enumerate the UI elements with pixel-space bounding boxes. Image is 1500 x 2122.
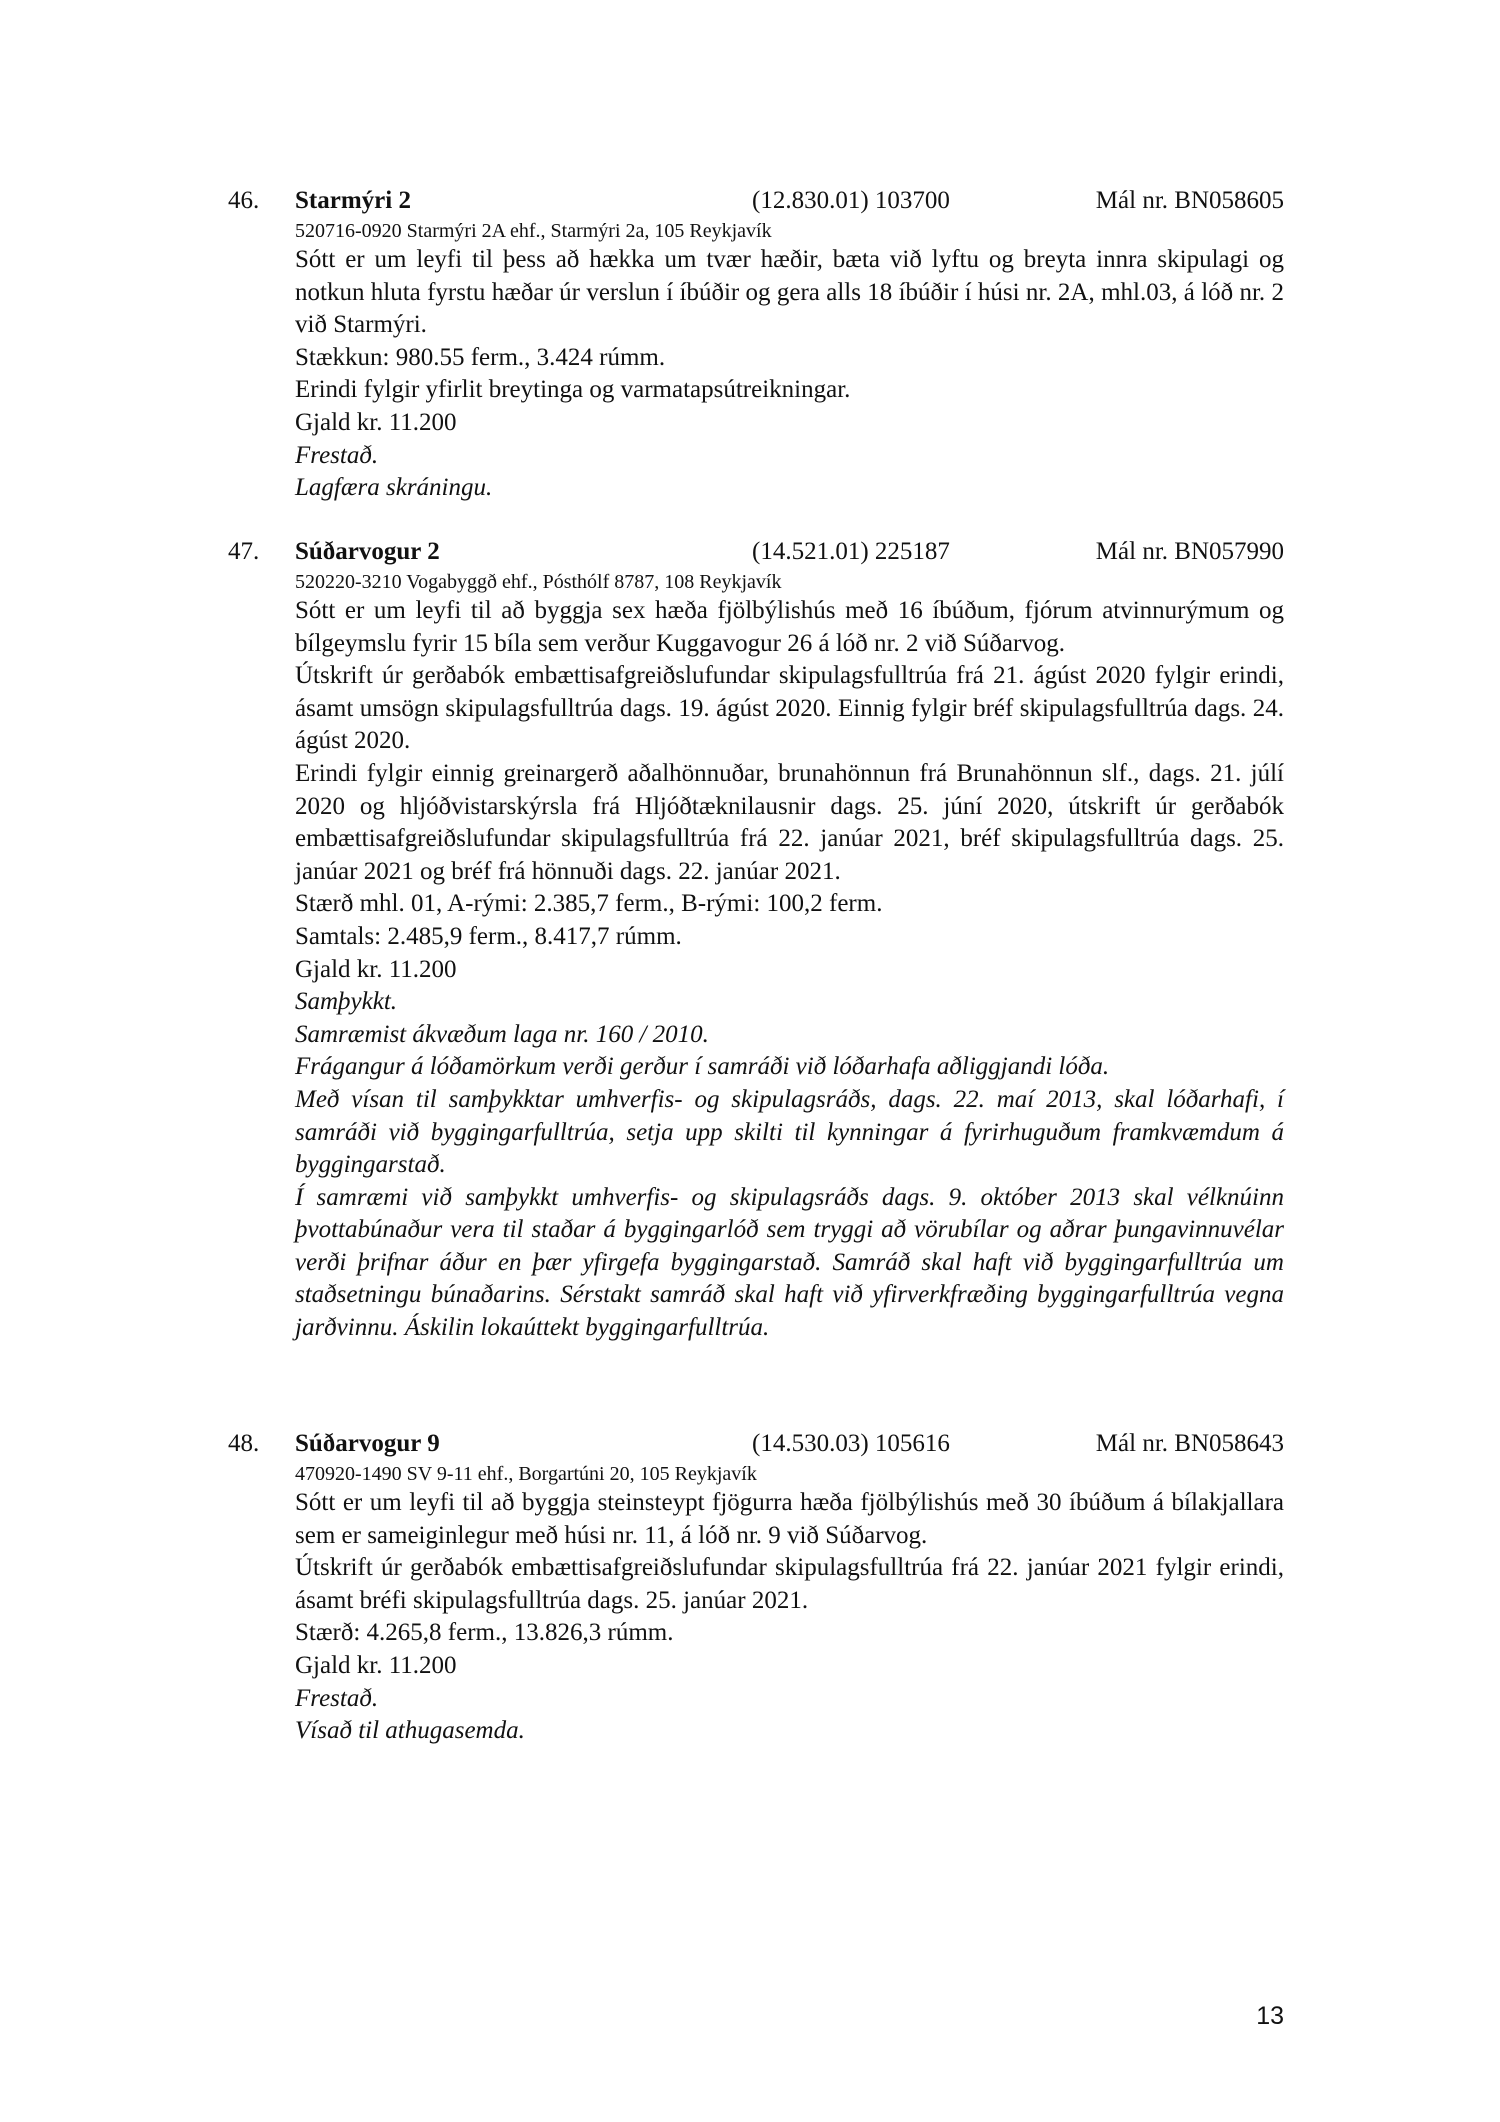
case-body bbox=[295, 569, 1284, 1345]
decision-note: Með vísan til samþykktar umhverfis- og skipulagsráðs, dags. 22. maí 2013, skal lóðarhafi, í samráði við byggingarfulltrúa, setja upp skilti til kynningar á fyrirhuguðum framkvæmdum á byggingarstað. bbox=[295, 1085, 1284, 1179]
fee: Gjald kr. 11.200 bbox=[295, 955, 457, 983]
case-description: Sótt er um leyfi til að byggja sex hæða fjölbýlishús með 16 íbúðum, fjórum atvinnurýmum og bílgeymslu fyrir 15 bíla sem verður Kuggavogur 26 á lóð nr. 2 við Súðarvog. bbox=[295, 597, 1284, 657]
applicant: 470920-1490 SV 9-11 ehf., Borgartúni 20, 105 Reykjavík bbox=[295, 1463, 757, 1485]
decision: Frestað. bbox=[295, 441, 379, 469]
lot-number: (14.521.01) 225187 bbox=[752, 538, 950, 565]
case-title: Súðarvogur 2 bbox=[295, 538, 440, 565]
case-detail: Útskrift úr gerðabók embættisafgreiðslufundar skipulagsfulltrúa frá 21. ágúst 2020 fylgir erindi, ásamt umsögn skipulagsfulltrúa dags. 19. ágúst 2020. Einnig fylgir bréf skipulagsfulltrúa dags. 24. ágúst 2020. bbox=[295, 662, 1284, 755]
fee: Gjald kr. 11.200 bbox=[295, 408, 457, 436]
case-title: Starmýri 2 bbox=[295, 187, 411, 214]
decision: Samþykkt. bbox=[295, 988, 398, 1016]
lot-number: (12.830.01) 103700 bbox=[752, 187, 950, 214]
decision: Frestað. bbox=[295, 1684, 379, 1712]
case-header bbox=[228, 535, 1284, 569]
case-detail: Útskrift úr gerðabók embættisafgreiðslufundar skipulagsfulltrúa frá 22. janúar 2021 fylgir erindi, ásamt bréfi skipulagsfulltrúa dags. 25. janúar 2021. bbox=[295, 1554, 1284, 1614]
case-number: 47. bbox=[228, 538, 260, 565]
case-detail: Erindi fylgir einnig greinargerð aðalhönnuðar, brunahönnun frá Brunahönnun slf., dags. 21. júlí 2020 og hljóðvistarskýrsla frá Hljóðtæknilausnir dags. 25. júní 2020, útskrift úr gerðabók embættisafgreiðslufundar skipulagsfulltrúa frá 22. janúar 2021, bréf skipulagsfulltrúa dags. 25. janúar 2021 og bréf frá hönnuði dags. 22. janúar 2021. bbox=[295, 759, 1284, 885]
decision-note: Frágangur á lóðamörkum verði gerður í samráði við lóðarhafa aðliggjandi lóða. bbox=[295, 1053, 1110, 1081]
case-number: 48. bbox=[228, 1430, 260, 1457]
lot-number: (14.530.03) 105616 bbox=[752, 1430, 950, 1457]
applicant: 520716-0920 Starmýri 2A ehf., Starmýri 2a, 105 Reykjavík bbox=[295, 220, 772, 242]
case-description: Sótt er um leyfi til þess að hækka um tvær hæðir, bæta við lyftu og breyta innra skipulagi og notkun hluta fyrstu hæðar úr verslun í íbúðir og gera alls 18 íbúðir í húsi nr. 2A, mhl.03, á lóð nr. 2 við Starmýri. bbox=[295, 246, 1284, 339]
case-entry bbox=[228, 184, 1284, 505]
case-title: Súðarvogur 9 bbox=[295, 1430, 440, 1457]
decision-note: Í samræmi við samþykkt umhverfis- og skipulagsráðs dags. 9. október 2013 skal vélknúinn þvottabúnaður vera til staðar á byggingarlóð sem tryggi að vörubílar og aðrar þungavinnuvélar verði þrifnar áður en þær yfirgefa byggingarstað. Samráð skal haft við byggingarfulltrúa um staðsetningu búnaðarins. Sérstakt samráð skal haft við yfirverkfræðing byggingarfulltrúa vegna jarðvinnu. Áskilin lokaúttekt byggingarfulltrúa. bbox=[295, 1183, 1284, 1342]
case-detail: Stækkun: 980.55 ferm., 3.424 rúmm. bbox=[295, 343, 666, 371]
fee: Gjald kr. 11.200 bbox=[295, 1651, 457, 1679]
case-detail: Stærð: 4.265,8 ferm., 13.826,3 rúmm. bbox=[295, 1619, 674, 1647]
case-reference: Mál nr. BN058605 bbox=[1095, 187, 1284, 214]
case-header bbox=[228, 1427, 1284, 1461]
case-detail: Erindi fylgir yfirlit breytinga og varmatapsútreikningar. bbox=[295, 376, 851, 404]
case-detail: Samtals: 2.485,9 ferm., 8.417,7 rúmm. bbox=[295, 922, 682, 950]
applicant: 520220-3210 Vogabyggð ehf., Pósthólf 8787, 108 Reykjavík bbox=[295, 571, 782, 593]
page-number: 13 bbox=[1256, 2002, 1284, 2030]
case-description: Sótt er um leyfi til að byggja steinsteypt fjögurra hæða fjölbýlishús með 30 íbúðum á bílakjallara sem er sameiginlegur með húsi nr. 11, á lóð nr. 9 við Súðarvog. bbox=[295, 1489, 1284, 1549]
case-reference: Mál nr. BN058643 bbox=[1095, 1430, 1284, 1457]
case-reference: Mál nr. BN057990 bbox=[1095, 538, 1284, 565]
case-entry bbox=[228, 535, 1284, 1345]
case-body bbox=[295, 1461, 1284, 1748]
case-header bbox=[228, 184, 1284, 218]
case-body bbox=[295, 218, 1284, 505]
case-number: 46. bbox=[228, 187, 260, 214]
decision-note: Samræmist ákvæðum laga nr. 160 / 2010. bbox=[295, 1020, 709, 1048]
case-detail: Stærð mhl. 01, A-rými: 2.385,7 ferm., B-rými: 100,2 ferm. bbox=[295, 890, 883, 918]
case-entry bbox=[228, 1427, 1284, 1748]
decision-note: Vísað til athugasemda. bbox=[295, 1717, 525, 1745]
decision-note: Lagfæra skráningu. bbox=[295, 474, 493, 502]
